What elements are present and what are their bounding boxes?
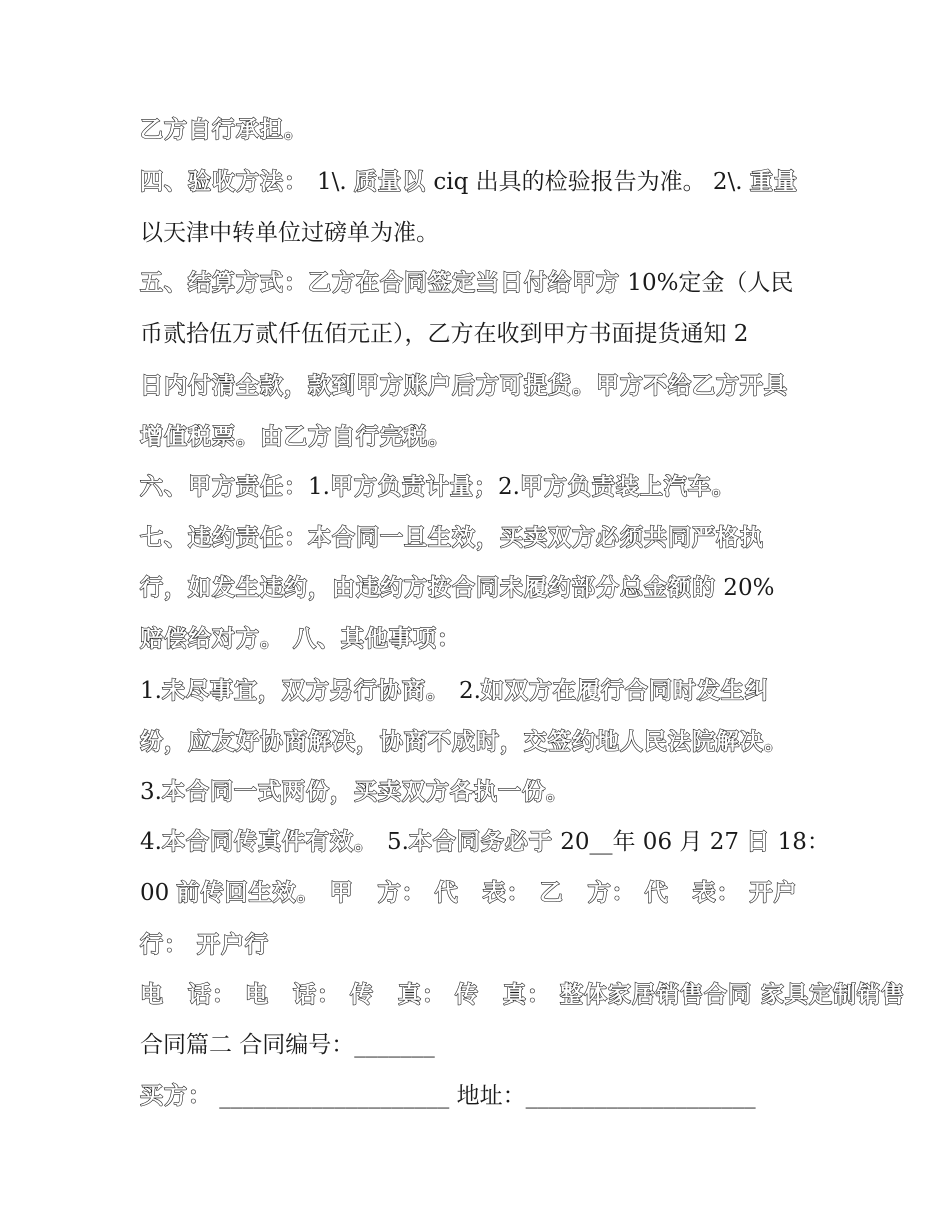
text-segment: 未尽事宜，双方另行协商。 [161, 678, 459, 704]
text-segment: 乙方自行承担。 [140, 117, 308, 143]
text-line [140, 319, 748, 349]
text-segment: 买方： [140, 1083, 212, 1109]
text-segment: 行： 开户行 [140, 932, 270, 958]
text-line [140, 472, 736, 502]
text-segment: 20__年 06 月 27 [552, 829, 747, 855]
text-line [140, 878, 798, 908]
text-line [140, 218, 439, 248]
text-segment: 本合同务必于 [408, 829, 553, 855]
text-segment: 4. [140, 829, 162, 855]
text-line [140, 371, 788, 401]
text-segment: 18： [770, 829, 830, 855]
text-segment: 重量 [749, 169, 798, 195]
text-segment: 1\. [317, 169, 355, 195]
text-segment: 七、违约责任：本合同一旦生效，买卖双方必须共同严格执 [140, 525, 764, 551]
text-segment: 五、结算方式：乙方在合同签定当日付给甲方 [140, 270, 620, 296]
text-segment: 2. [497, 474, 520, 500]
text-segment: ____________________ 地址：____________________ [212, 1083, 756, 1109]
text-segment: 质量以 [354, 169, 427, 195]
text-segment: 纷，应友好协商解决，协商不成时，交签约地人民法院解决。 [140, 729, 788, 755]
text-segment: 日内付清全款，款到甲方账户后方可提货。甲方不给乙方开具 [140, 373, 788, 399]
text-line [140, 268, 793, 298]
text-line [140, 827, 830, 857]
text-segment: 四、验收方法： [140, 169, 318, 195]
text-segment: 甲方负责计量； [329, 474, 498, 500]
text-line [140, 523, 764, 553]
text-line [140, 1081, 756, 1111]
text-line [140, 624, 461, 654]
text-segment: 赔偿给对方。 八、其他事项： [140, 626, 462, 652]
text-segment: 20% [716, 575, 775, 601]
text-segment: 六、甲方责任： [140, 474, 308, 500]
text-segment: 本合同传真件有效。 [161, 829, 387, 855]
text-segment: 前传回生效。 甲 方： 代 表： 乙 方： 代 表： 开户 [176, 880, 798, 906]
text-line [140, 676, 769, 706]
text-segment: 00 [140, 880, 177, 906]
text-line [140, 422, 452, 452]
text-segment: 合同篇二 合同编号：_______ [140, 1032, 435, 1058]
text-line [140, 167, 798, 197]
text-segment: 2. [458, 678, 481, 704]
text-line [140, 573, 774, 603]
text-segment: 以天津中转单位过磅单为准。 [140, 220, 439, 246]
text-segment: 如双方在履行合同时发生纠 [480, 678, 769, 704]
text-line [140, 980, 905, 1010]
text-segment: 币贰拾伍万贰仟伍佰元正），乙方在收到甲方书面提货通知 2 [140, 321, 749, 347]
text-segment: 1. [308, 474, 330, 500]
text-segment: 电 话： 电 话： 传 真： 传 真： 整体家居销售合同 家具定制销售 [140, 982, 906, 1008]
text-segment: 甲方负责装上汽车。 [519, 474, 736, 500]
text-line [140, 115, 308, 145]
text-segment: ciq 出具的检验报告为准。 2\. [426, 169, 750, 195]
text-line [140, 777, 570, 807]
text-line [140, 727, 788, 757]
text-line [140, 930, 269, 960]
text-segment: 3. [140, 779, 162, 805]
text-line [140, 1030, 435, 1060]
text-segment: 日 [746, 829, 771, 855]
text-segment: 10%定金（人民 [620, 270, 794, 296]
text-segment: 5. [386, 829, 409, 855]
text-segment: 行，如发生违约，由违约方按合同未履约部分总金额的 [140, 575, 716, 601]
text-segment: 增值税票。由乙方自行完税。 [140, 424, 452, 450]
text-segment: 1. [140, 678, 162, 704]
text-segment: 本合同一式两份，买卖双方各执一份。 [161, 779, 570, 805]
